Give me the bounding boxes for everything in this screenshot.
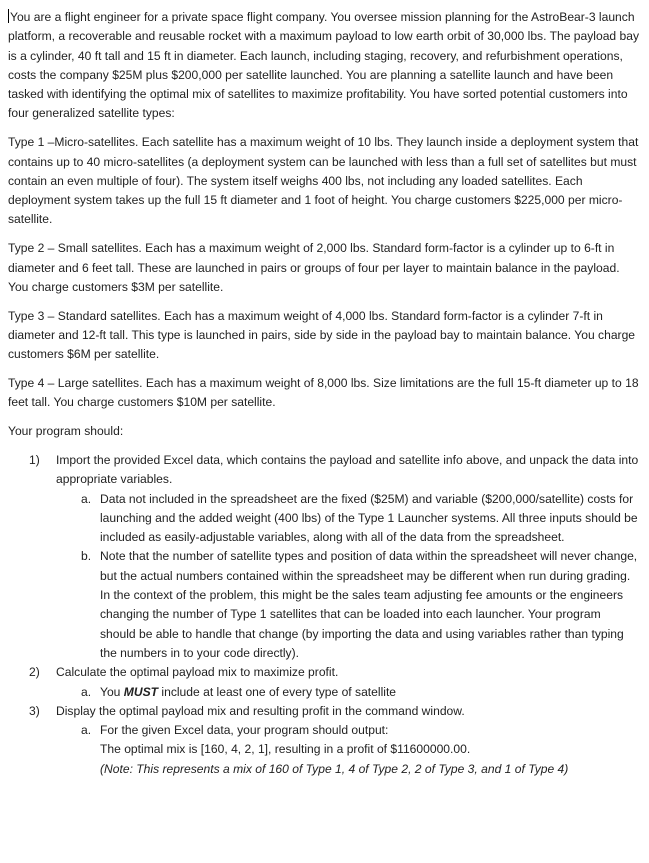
emphasis-must: MUST	[123, 684, 159, 699]
program-heading: Your program should:	[8, 424, 124, 439]
sub-item-text: You MUST include at least one of every type of satellite	[100, 684, 397, 699]
sub-list	[56, 490, 639, 664]
sub-list	[56, 683, 639, 702]
sub-item-text: For the given Excel data, your program should output:	[100, 723, 389, 738]
sub-list-item	[8, 547, 639, 663]
list-item	[8, 663, 639, 702]
list-item	[8, 451, 639, 663]
sub-letter: a.	[81, 491, 92, 506]
sub-list-item	[8, 721, 639, 779]
sub-letter: b.	[81, 549, 92, 564]
sub-letter: a.	[81, 684, 92, 699]
sub-list	[56, 721, 639, 779]
output-note: (Note: This represents a mix of 160 of Type 1, 4 of Type 2, 2 of Type 3, and 1 of Type 4)	[100, 761, 569, 776]
requirements-list	[8, 451, 639, 779]
list-item-text: Import the provided Excel data, which contains the payload and satellite info above, and unpack the data into appropriate variables.	[56, 452, 639, 487]
list-item-text: Calculate the optimal payload mix to maximize profit.	[56, 665, 339, 680]
sub-item-text: Note that the number of satellite types and position of data within the spreadsheet will never change, but the actual numbers contained within the spreadsheet may be different when run during grading. In the context of the problem, this might be the sales team adjusting fee amounts or the engineers changing the number of Type 1 satellites that can be loaded into each launcher. Your program should be able to handle that change (by importing the data and using variables rather than typing the numbers in to your code directly).	[100, 549, 638, 660]
type-4-paragraph: Type 4 – Large satellites. Each has a maximum weight of 8,000 lbs. Size limitations are the full 15-ft diameter up to 18 feet tall. You charge customers $10M per satellite.	[8, 376, 639, 410]
text-cursor	[8, 9, 9, 23]
type-3-paragraph: Type 3 – Standard satellites. Each has a maximum weight of 4,000 lbs. Standard form-factor is a cylinder 7-ft in diameter and 12-ft tall. This type is launched in pairs, side by side in the payload bay to maintain balance. You charge customers $6M per satellite.	[8, 308, 636, 362]
list-number: 3)	[29, 703, 40, 718]
type-2-paragraph: Type 2 – Small satellites. Each has a maximum weight of 2,000 lbs. Standard form-factor is a cylinder up to 6-ft in diameter and 6 feet tall. These are launched in pairs or groups of four per layer to maintain balance in the payload. You charge customers $3M per satellite.	[8, 241, 620, 294]
intro-paragraph: You are a flight engineer for a private space flight company. You oversee mission planning for the AstroBear-3 launch platform, a recoverable and reusable rocket with a maximum payload to low earth orbit of 30,000 lbs. The payload bay is a cylinder, 40 ft tall and 15 ft in diameter. Each launch, including staging, recovery, and refurbishment operations, costs the company $25M plus $200,000 per satellite launched. You are planning a satellite launch and have been tasked with identifying the optimal mix of satellites to maximize profitability. You have sorted potential customers into four generalized satellite types:	[8, 10, 640, 121]
list-item	[8, 702, 639, 779]
sub-item-text: Data not included in the spreadsheet are the fixed ($25M) and variable ($200,000/satellite) costs for launching and the added weight (400 lbs) of the Type 1 Launcher systems. All three inputs should be included as easily-adjustable variables, along with all of the data from the spreadsheet.	[100, 491, 638, 545]
sub-list-item	[8, 490, 639, 548]
list-number: 1)	[29, 452, 40, 467]
list-number: 2)	[29, 665, 40, 680]
sub-letter: a.	[81, 723, 92, 738]
expected-output: The optimal mix is [160, 4, 2, 1], resulting in a profit of $11600000.00.	[100, 742, 471, 757]
list-item-text: Display the optimal payload mix and resulting profit in the command window.	[56, 703, 465, 718]
type-1-paragraph: Type 1 –Micro-satellites. Each satellite has a maximum weight of 10 lbs. They launch inside a deployment system that contains up to 40 micro-satellites (a deployment system can be launched with less than a full set of satellites but must contain an even multiple of four). The system itself weighs 400 lbs, not including any loaded satellites. Each deployment system takes up the full 15 ft diameter and 1 foot of height. You charge customers $225,000 per micro-satellite.	[8, 135, 639, 227]
sub-list-item	[8, 683, 639, 702]
